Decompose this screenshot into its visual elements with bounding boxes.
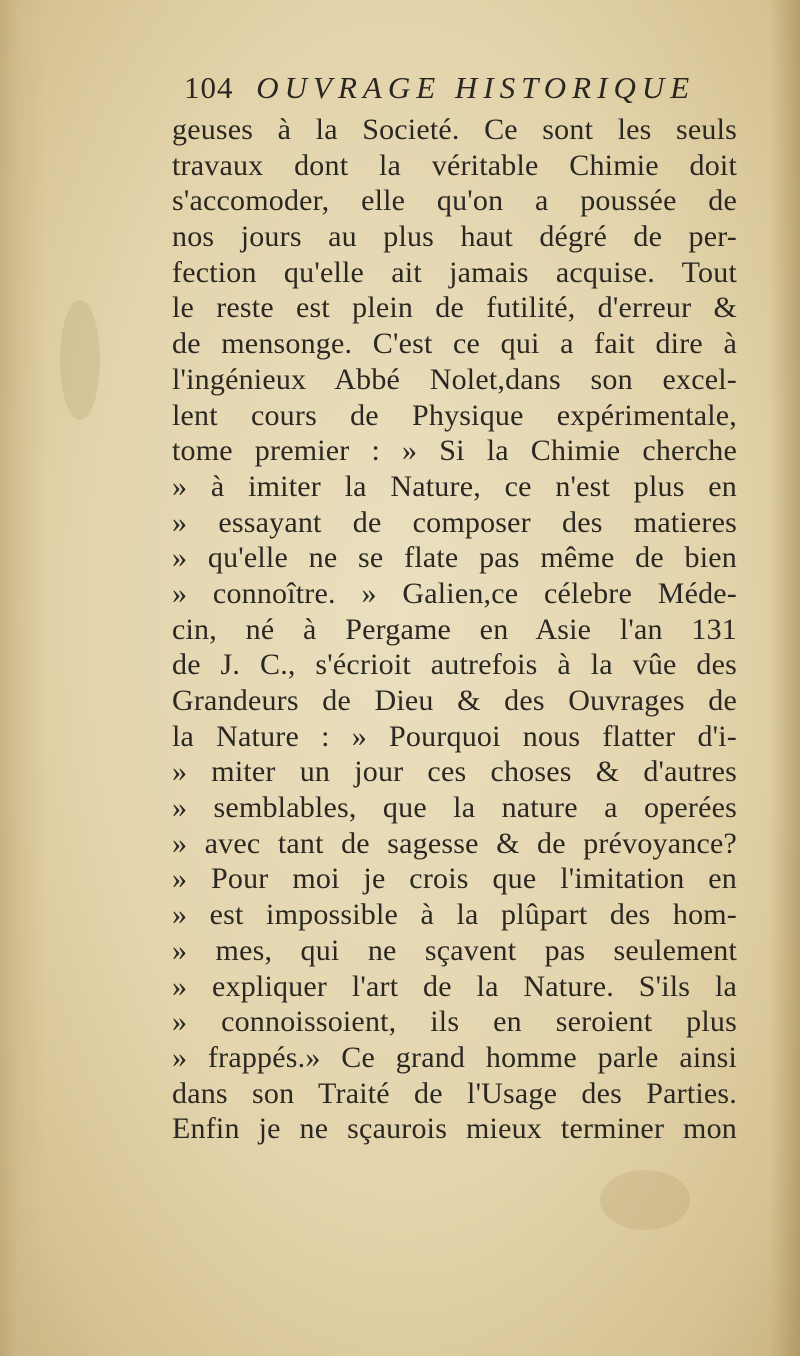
text-line: » est impossible à la plûpart des hom-	[172, 898, 737, 932]
text-line: nos jours au plus haut dégré de per-	[172, 220, 737, 254]
text-line: s'accomoder, elle qu'on a poussée de	[172, 184, 737, 218]
text-line: Enfin je ne sçaurois mieux terminer mon	[172, 1112, 737, 1146]
text-line: » à imiter la Nature, ce n'est plus en	[172, 469, 737, 503]
text-line: lent cours de Physique expérimentale,	[172, 398, 737, 432]
page-edge-shadow-right	[770, 0, 800, 1356]
text-line: » avec tant de sagesse & de prévoyance?	[172, 826, 737, 860]
running-title: OUVRAGE HISTORIQUE	[256, 70, 696, 105]
text-line: » connoître. » Galien,ce célebre Méde-	[172, 576, 737, 610]
text-line: dans son Traité de l'Usage des Parties.	[172, 1076, 737, 1110]
running-head	[184, 70, 744, 110]
text-line: de J. C., s'écrioit autrefois à la vûe des	[172, 648, 737, 682]
text-line: cin, né à Pergame en Asie l'an 131	[172, 612, 737, 646]
text-line: » Pour moi je crois que l'imitation en	[172, 862, 737, 896]
paper-stain	[60, 300, 100, 420]
text-line: » miter un jour ces choses & d'autres	[172, 755, 737, 789]
text-line: » connoissoient, ils en seroient plus	[172, 1005, 737, 1039]
text-line: » frappés.» Ce grand homme parle ainsi	[172, 1040, 737, 1074]
body-text	[172, 112, 737, 1147]
text-line: tome premier : » Si la Chimie cherche	[172, 434, 737, 468]
page-number: 104	[184, 70, 234, 105]
text-line: » semblables, que la nature a operées	[172, 791, 737, 825]
page-edge-shadow-left	[0, 0, 46, 1356]
text-line: geuses à la Societé. Ce sont les seuls	[172, 113, 737, 146]
text-line: travaux dont la véritable Chimie doit	[172, 148, 737, 182]
text-line: » essayant de composer des matieres	[172, 505, 737, 539]
text-line: fection qu'elle ait jamais acquise. Tout	[172, 255, 737, 289]
text-line: l'ingénieux Abbé Nolet,dans son excel-	[172, 362, 737, 396]
paper-stain	[600, 1170, 690, 1230]
text-line: » expliquer l'art de la Nature. S'ils la	[172, 969, 737, 1003]
text-line: de mensonge. C'est ce qui a fait dire à	[172, 327, 737, 361]
text-line: Grandeurs de Dieu & des Ouvrages de	[172, 684, 737, 717]
text-line: la Nature : » Pourquoi nous flatter d'i-	[172, 719, 737, 753]
text-line: le reste est plein de futilité, d'erreur &	[172, 291, 737, 325]
text-line: » mes, qui ne sçavent pas seulement	[172, 933, 737, 967]
text-line: » qu'elle ne se flate pas même de bien	[172, 541, 737, 575]
